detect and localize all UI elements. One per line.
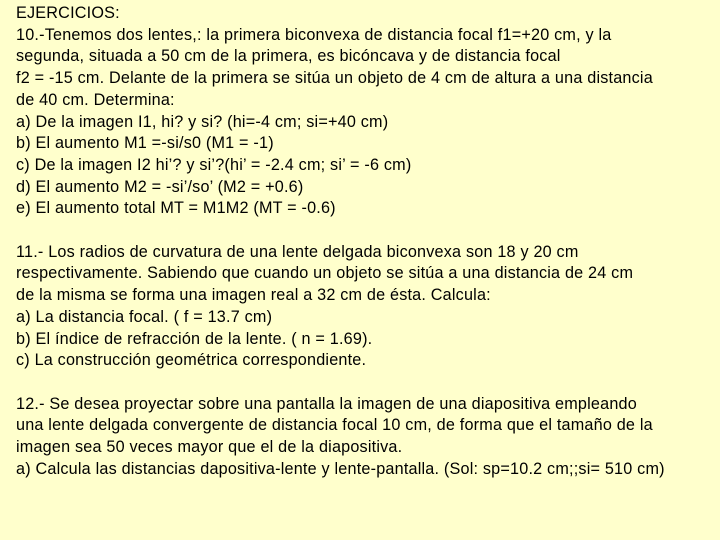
- problem-11-line: respectivamente. Sabiendo que cuando un objeto se sitúa a una distancia de 24 cm: [16, 264, 634, 283]
- problem-11-line: 11.- Los radios de curvatura de una lente delgada biconvexa son 18 y 20 cm: [16, 242, 579, 261]
- problem-12-item-a: a) Calcula las distancias dapositiva-lente y lente-pantalla. (Sol: sp=10.2 cm;;si= 510 cm): [16, 459, 665, 478]
- problem-12: [16, 394, 712, 481]
- problem-10: [16, 25, 712, 220]
- problem-11: [16, 242, 712, 372]
- problem-10-item-d: d) El aumento M2 = -si’/so’ (M2 = +0.6): [16, 177, 304, 196]
- problem-10-item-c: c) De la imagen I2 hi’? y si’?(hi’ = -2.4 cm; si’ = -6 cm): [16, 155, 412, 174]
- problem-10-line: f2 = -15 cm. Delante de la primera se sitúa un objeto de 4 cm de altura a una distancia: [16, 69, 653, 88]
- spacer: [16, 372, 712, 394]
- heading: EJERCICIOS:: [16, 4, 120, 22]
- problem-11-item-a: a) La distancia focal. ( f = 13.7 cm): [16, 307, 273, 326]
- problem-12-line: 12.- Se desea proyectar sobre una pantalla la imagen de una diapositiva empleando: [16, 394, 637, 413]
- problem-10-line: de 40 cm. Determina:: [16, 90, 175, 109]
- problem-10-item-a: a) De la imagen I1, hi? y si? (hi=-4 cm; si=+40 cm): [16, 112, 389, 131]
- problem-10-item-e: e) El aumento total MT = M1M2 (MT = -0.6): [16, 199, 336, 218]
- problem-12-line: imagen sea 50 veces mayor que el de la diapositiva.: [16, 438, 403, 457]
- problem-10-item-b: b) El aumento M1 =-si/s0 (M1 = -1): [16, 134, 274, 153]
- problem-11-item-c: c) La construcción geométrica correspondiente.: [16, 351, 367, 370]
- problem-11-line: de la misma se forma una imagen real a 32 cm de ésta. Calcula:: [16, 286, 491, 305]
- problem-10-line: 10.-Tenemos dos lentes,: la primera biconvexa de distancia focal f1=+20 cm, y la: [16, 25, 612, 44]
- problem-12-line: una lente delgada convergente de distancia focal 10 cm, de forma que el tamaño de la: [16, 416, 653, 435]
- problem-10-line: segunda, situada a 50 cm de la primera, es bicóncava y de distancia focal: [16, 47, 561, 66]
- problem-11-item-b: b) El índice de refracción de la lente. ( n = 1.69).: [16, 329, 373, 348]
- spacer: [16, 220, 712, 242]
